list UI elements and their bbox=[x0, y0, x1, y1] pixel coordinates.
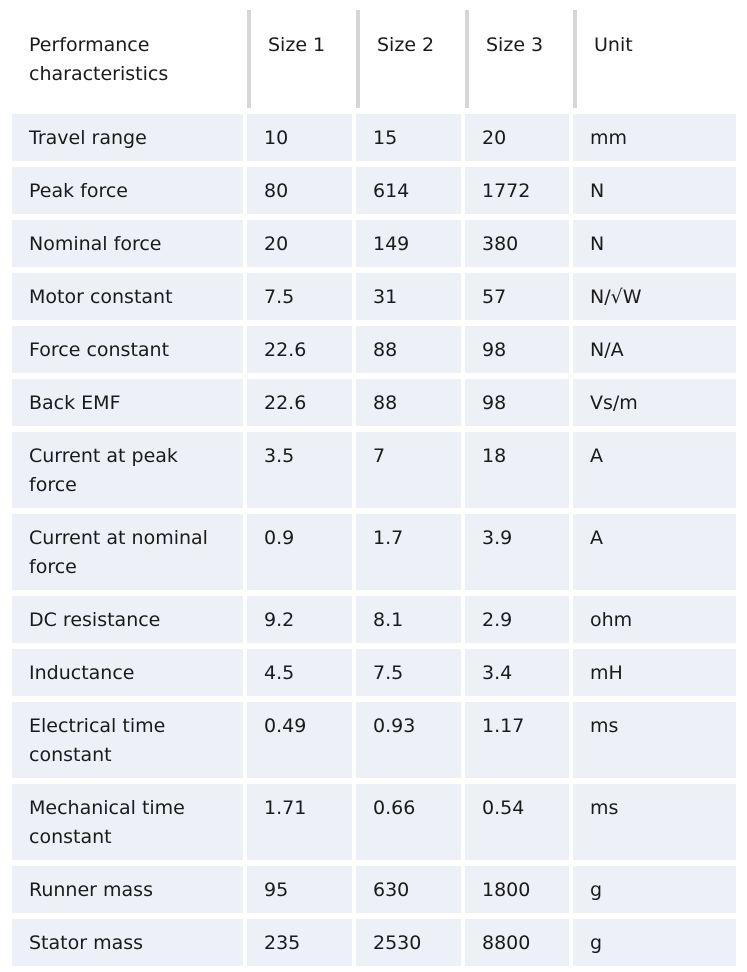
cell-size-2: 7 bbox=[356, 432, 461, 508]
header-unit: Unit bbox=[573, 10, 736, 108]
cell-size-2: 2530 bbox=[356, 919, 461, 966]
cell-size-2: 88 bbox=[356, 379, 461, 426]
table-row bbox=[12, 919, 736, 966]
table-row bbox=[12, 220, 736, 267]
cell-size-1: 9.2 bbox=[247, 596, 352, 643]
cell-size-3: 1772 bbox=[465, 167, 569, 214]
row-label: Current at peak force bbox=[12, 432, 243, 508]
cell-size-2: 15 bbox=[356, 114, 461, 161]
cell-unit: Vs/m bbox=[573, 379, 736, 426]
cell-unit: N bbox=[573, 220, 736, 267]
cell-unit: g bbox=[573, 919, 736, 966]
table-row bbox=[12, 167, 736, 214]
header-performance-characteristics: Performance characteristics bbox=[12, 10, 243, 108]
table-row bbox=[12, 379, 736, 426]
cell-unit: N/√W bbox=[573, 273, 736, 320]
cell-size-1: 95 bbox=[247, 866, 352, 913]
cell-size-3: 380 bbox=[465, 220, 569, 267]
cell-size-1: 10 bbox=[247, 114, 352, 161]
row-label: Peak force bbox=[12, 167, 243, 214]
cell-size-1: 0.49 bbox=[247, 702, 352, 778]
cell-unit: ohm bbox=[573, 596, 736, 643]
table-body bbox=[12, 114, 736, 966]
table-row bbox=[12, 866, 736, 913]
header-row bbox=[12, 10, 736, 108]
table-row bbox=[12, 784, 736, 860]
cell-size-1: 80 bbox=[247, 167, 352, 214]
row-label: Nominal force bbox=[12, 220, 243, 267]
cell-size-1: 1.71 bbox=[247, 784, 352, 860]
cell-size-1: 3.5 bbox=[247, 432, 352, 508]
row-label: Mechanical time constant bbox=[12, 784, 243, 860]
table-row bbox=[12, 649, 736, 696]
cell-size-3: 18 bbox=[465, 432, 569, 508]
cell-unit: A bbox=[573, 514, 736, 590]
cell-size-2: 630 bbox=[356, 866, 461, 913]
cell-size-2: 88 bbox=[356, 326, 461, 373]
cell-unit: mm bbox=[573, 114, 736, 161]
table-header bbox=[12, 10, 736, 108]
cell-size-2: 0.93 bbox=[356, 702, 461, 778]
header-size-3: Size 3 bbox=[465, 10, 569, 108]
cell-size-1: 20 bbox=[247, 220, 352, 267]
cell-size-3: 3.9 bbox=[465, 514, 569, 590]
cell-size-1: 0.9 bbox=[247, 514, 352, 590]
row-label: Travel range bbox=[12, 114, 243, 161]
table-row bbox=[12, 326, 736, 373]
cell-size-3: 8800 bbox=[465, 919, 569, 966]
table-row bbox=[12, 273, 736, 320]
cell-size-1: 7.5 bbox=[247, 273, 352, 320]
cell-size-1: 235 bbox=[247, 919, 352, 966]
cell-size-3: 20 bbox=[465, 114, 569, 161]
cell-size-1: 22.6 bbox=[247, 326, 352, 373]
header-size-2: Size 2 bbox=[356, 10, 461, 108]
cell-size-3: 98 bbox=[465, 326, 569, 373]
cell-size-2: 149 bbox=[356, 220, 461, 267]
cell-unit: A bbox=[573, 432, 736, 508]
cell-size-3: 2.9 bbox=[465, 596, 569, 643]
cell-size-2: 8.1 bbox=[356, 596, 461, 643]
row-label: Motor constant bbox=[12, 273, 243, 320]
table-row bbox=[12, 514, 736, 590]
cell-size-2: 31 bbox=[356, 273, 461, 320]
cell-size-1: 4.5 bbox=[247, 649, 352, 696]
cell-unit: N/A bbox=[573, 326, 736, 373]
cell-size-3: 57 bbox=[465, 273, 569, 320]
row-label: Inductance bbox=[12, 649, 243, 696]
table-row bbox=[12, 596, 736, 643]
cell-size-3: 0.54 bbox=[465, 784, 569, 860]
row-label: Back EMF bbox=[12, 379, 243, 426]
cell-unit: mH bbox=[573, 649, 736, 696]
table-row bbox=[12, 702, 736, 778]
cell-size-2: 7.5 bbox=[356, 649, 461, 696]
header-size-1: Size 1 bbox=[247, 10, 352, 108]
row-label: Electrical time constant bbox=[12, 702, 243, 778]
cell-unit: ms bbox=[573, 784, 736, 860]
row-label: DC resistance bbox=[12, 596, 243, 643]
cell-size-2: 0.66 bbox=[356, 784, 461, 860]
cell-size-2: 1.7 bbox=[356, 514, 461, 590]
cell-size-3: 98 bbox=[465, 379, 569, 426]
cell-size-3: 3.4 bbox=[465, 649, 569, 696]
cell-size-1: 22.6 bbox=[247, 379, 352, 426]
cell-unit: N bbox=[573, 167, 736, 214]
row-label: Stator mass bbox=[12, 919, 243, 966]
performance-table bbox=[8, 4, 740, 972]
cell-unit: ms bbox=[573, 702, 736, 778]
row-label: Force constant bbox=[12, 326, 243, 373]
table-row bbox=[12, 114, 736, 161]
row-label: Runner mass bbox=[12, 866, 243, 913]
row-label: Current at nominal force bbox=[12, 514, 243, 590]
cell-size-3: 1800 bbox=[465, 866, 569, 913]
table-row bbox=[12, 432, 736, 508]
cell-size-3: 1.17 bbox=[465, 702, 569, 778]
cell-size-2: 614 bbox=[356, 167, 461, 214]
cell-unit: g bbox=[573, 866, 736, 913]
